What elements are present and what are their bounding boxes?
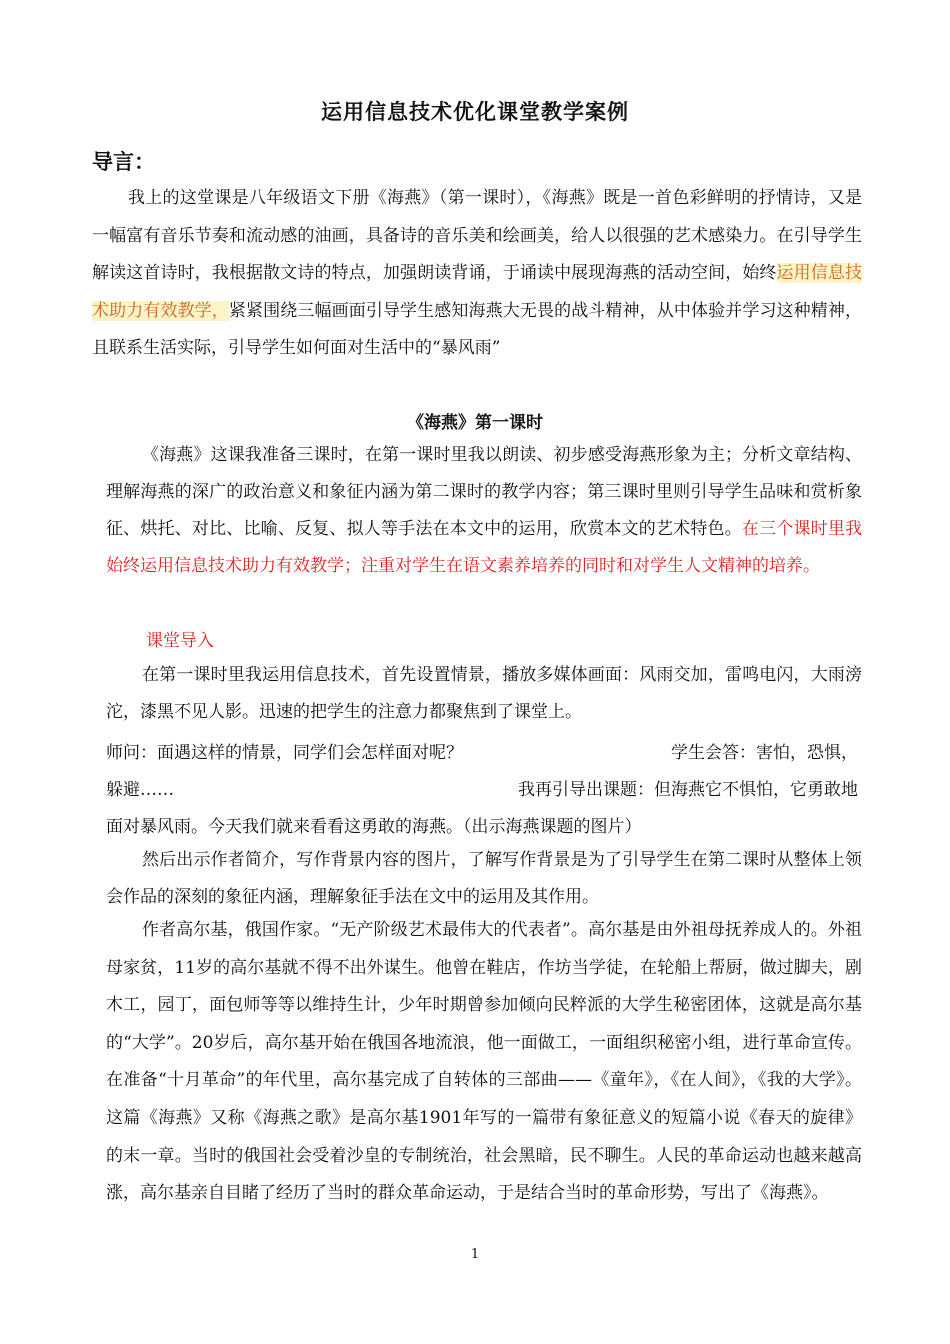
lesson-plan-text: 《海燕》这课我准备三课时，在第一课时里我以朗读、初步感受海燕形象为主；分析文章结构、理解海燕的深广的政治意义和象征内涵为第二课时的教学内容；第三课时里则引导学生品味和赏析象征、烘托、对比、比喻、反复、拟人等手法在本文中的运用，欣赏本文的艺术特色。 [106, 445, 862, 539]
intro-heading: 导言： [92, 150, 155, 174]
lesson-plan-paragraph [106, 437, 862, 585]
lesson-plan-red-text: 在三个课时里我始终运用信息技术助力有效教学；注重对学生在语文素养培养的同时和对学生人文精神的培养。 [106, 519, 863, 576]
background-paragraph: 然后出示作者简介，写作背景内容的图片，了解写作背景是为了引导学生在第二课时从整体上领会作品的深刻的象征内涵，理解象征手法在文中的运用及其作用。 [106, 850, 862, 907]
section-title: 《海燕》第一课时 [407, 413, 543, 433]
intro-highlight: 运用信息技术助力有效教学， [92, 263, 863, 321]
intro-text-end: 紧紧围绕三幅画面引导学生感知海燕大无畏的战斗精神，从中体验并学习这种精神，且联系生活实际，引导学生如何面对生活中的“暴风雨” [92, 300, 863, 358]
author-paragraph: 作者高尔基，俄国作家。“无产阶级艺术最伟大的代表者”。高尔基是由外祖母抚养成人的。外祖母家贫，11岁的高尔基就不得不出外谋生。他曾在鞋店，作坊当学徒，在轮船上帮厨，做过脚夫，剧木工，园丁，面包师等等以维持生计，少年时期曾参加倾向民粹派的大学生秘密团体，这就是高尔基的“大学”。20岁后，高尔基开始在俄国各地流浪，他一面做工，一面组织秘密小组，进行革命宣传。在准备“十月革命”的年代里，高尔基完成了自转体的三部曲——《童年》，《在人间》，《我的大学》。这篇《海燕》又称《海燕之歌》是高尔基1901年写的一篇带有象征意义的短篇小说《春天的旋律》的末一章。当时的俄国社会受着沙皇的专制统治，社会黑暗，民不聊生。人民的革命运动也越来越高涨，高尔基亲自目睹了经历了当时的群众革命运动，于是结合当时的革命形势，写出了《海燕》。 [106, 920, 862, 1204]
document-title: 运用信息技术优化课堂教学案例 [321, 100, 629, 124]
teacher-question: 师问：面遇这样的情景，同学们会怎样面对呢？ [106, 743, 463, 763]
class-intro-paragraph: 在第一课时里我运用信息技术，首先设置情景，播放多媒体画面：风雨交加，雷鸣电闪，大雨滂沱，漆黑不见人影。迅速的把学生的注意力都聚焦到了课堂上。 [106, 665, 862, 722]
student-answer: 学生会答：害怕，恐惧， [671, 743, 858, 763]
intro-text: 我上的这堂课是八年级语文下册《海燕》（第一课时），《海燕》既是一首色彩鲜明的抒情诗，又是一幅富有音乐节奏和流动感的油画，具备诗的音乐美和绘画美，给人以很强的艺术感染力。在引导学生解读这首诗时，我根据散文诗的特点，加强朗读背诵，于诵读中展现海燕的活动空间，始终 [92, 188, 862, 283]
student-answer-continued: 躲避…… [106, 780, 174, 800]
lead-in-text-continued: 面对暴风雨。今天我们就来看看这勇敢的海燕。（出示海燕课题的图片） [106, 817, 642, 837]
page-number: 1 [470, 1247, 480, 1262]
subheading-class-intro: 课堂导入 [146, 631, 214, 651]
lead-in-text: 我再引导出课题：但海燕它不惧怕，它勇敢地 [518, 780, 858, 800]
intro-paragraph [92, 180, 862, 368]
